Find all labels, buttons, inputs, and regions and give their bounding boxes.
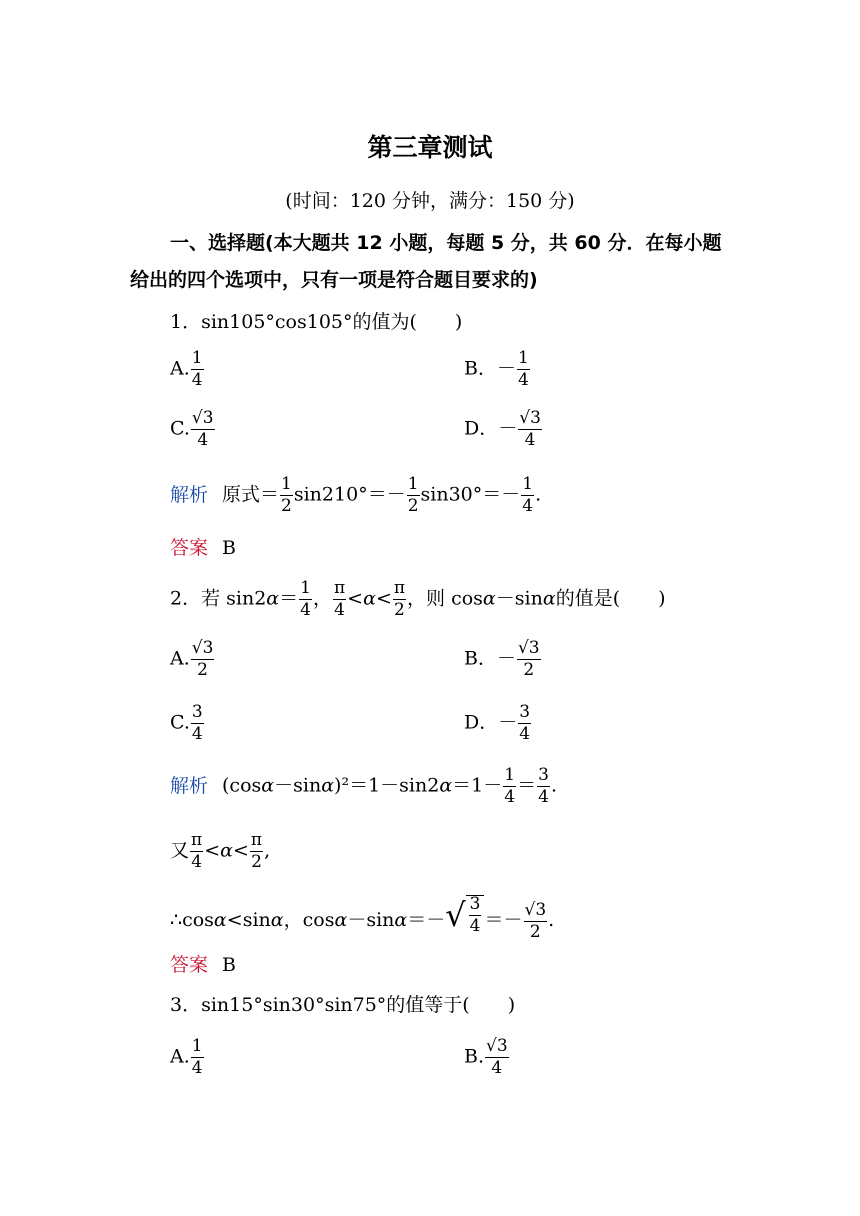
test-info: (时间：120 分钟，满分：150 分) <box>285 190 575 212</box>
q2-option-a: A. $\frac{√3}{2}$ <box>170 638 214 680</box>
answer-label: 答案 <box>170 954 209 976</box>
answer-label: 答案 <box>170 537 209 559</box>
q1-option-c: C. $\frac{√3}{4}$ <box>170 408 214 450</box>
analysis-label: 解析 <box>170 483 209 506</box>
q2-step2: 又 $\frac{\pi}{4}$ <α< $\frac{\pi}{2}$ , <box>170 830 271 872</box>
q3-stem: 3．sin15°sin30°sin75°的值等于( ) <box>170 994 516 1016</box>
q1-stem: 1．sin105°cos105°的值为( ) <box>170 311 463 333</box>
sqrt-symbol: √ $\frac{3}{4}$ <box>445 895 484 935</box>
q1-option-b: B．－ $\frac{1}{4}$ <box>464 348 529 390</box>
q2-stem: 2．若 sin2α＝ $\frac{1}{4}$ ， $\frac{\pi}{4}$ <α< $\frac{\pi}{2}$ ，则 cosα－sinα的值是( ) <box>170 578 666 620</box>
frac: $\frac{1}{4}$ <box>191 348 203 390</box>
section-header-line1: 一、选择题(本大题共 12 小题，每题 5 分，共 60 分．在每小题 <box>170 232 722 254</box>
frac: $\frac{1}{4}$ <box>517 348 529 390</box>
q1-analysis: 解析 原式＝ $\frac{1}{2}$ sin210°＝－ $\frac{1}{2}$ sin30°＝－ $\frac{1}{4}$ . <box>170 474 542 516</box>
frac: $\frac{√3}{4}$ <box>191 408 214 450</box>
q1-answer: 答案 B <box>170 537 236 559</box>
q2-option-d: D．－ $\frac{3}{4}$ <box>464 702 531 744</box>
q2-answer: 答案 B <box>170 954 236 976</box>
page-title: 第三章测试 <box>367 133 493 162</box>
q2-option-c: C. $\frac{3}{4}$ <box>170 702 203 744</box>
frac: $\frac{√3}{4}$ <box>519 408 541 450</box>
q2-step3: ∴cosα<sinα，cosα－sinα＝－ √ $\frac{3}{4}$ ＝－ $\frac{√3}{2}$ . <box>170 894 555 942</box>
q1-option-d: D．－ $\frac{√3}{4}$ <box>464 408 541 450</box>
q2-analysis: 解析 (cosα－sinα)²＝1－sin2α＝1－ $\frac{1}{4}$ ＝ $\frac{3}{4}$ . <box>170 765 557 807</box>
q1-option-a: A. $\frac{1}{4}$ <box>170 348 203 390</box>
section-header-line2: 给出的四个选项中，只有一项是符合题目要求的) <box>130 269 538 291</box>
analysis-label: 解析 <box>170 774 209 797</box>
q3-option-b: B. $\frac{√3}{4}$ <box>464 1036 508 1078</box>
q3-option-a: A. $\frac{1}{4}$ <box>170 1036 203 1078</box>
q2-option-b: B．－ $\frac{√3}{2}$ <box>464 638 540 680</box>
